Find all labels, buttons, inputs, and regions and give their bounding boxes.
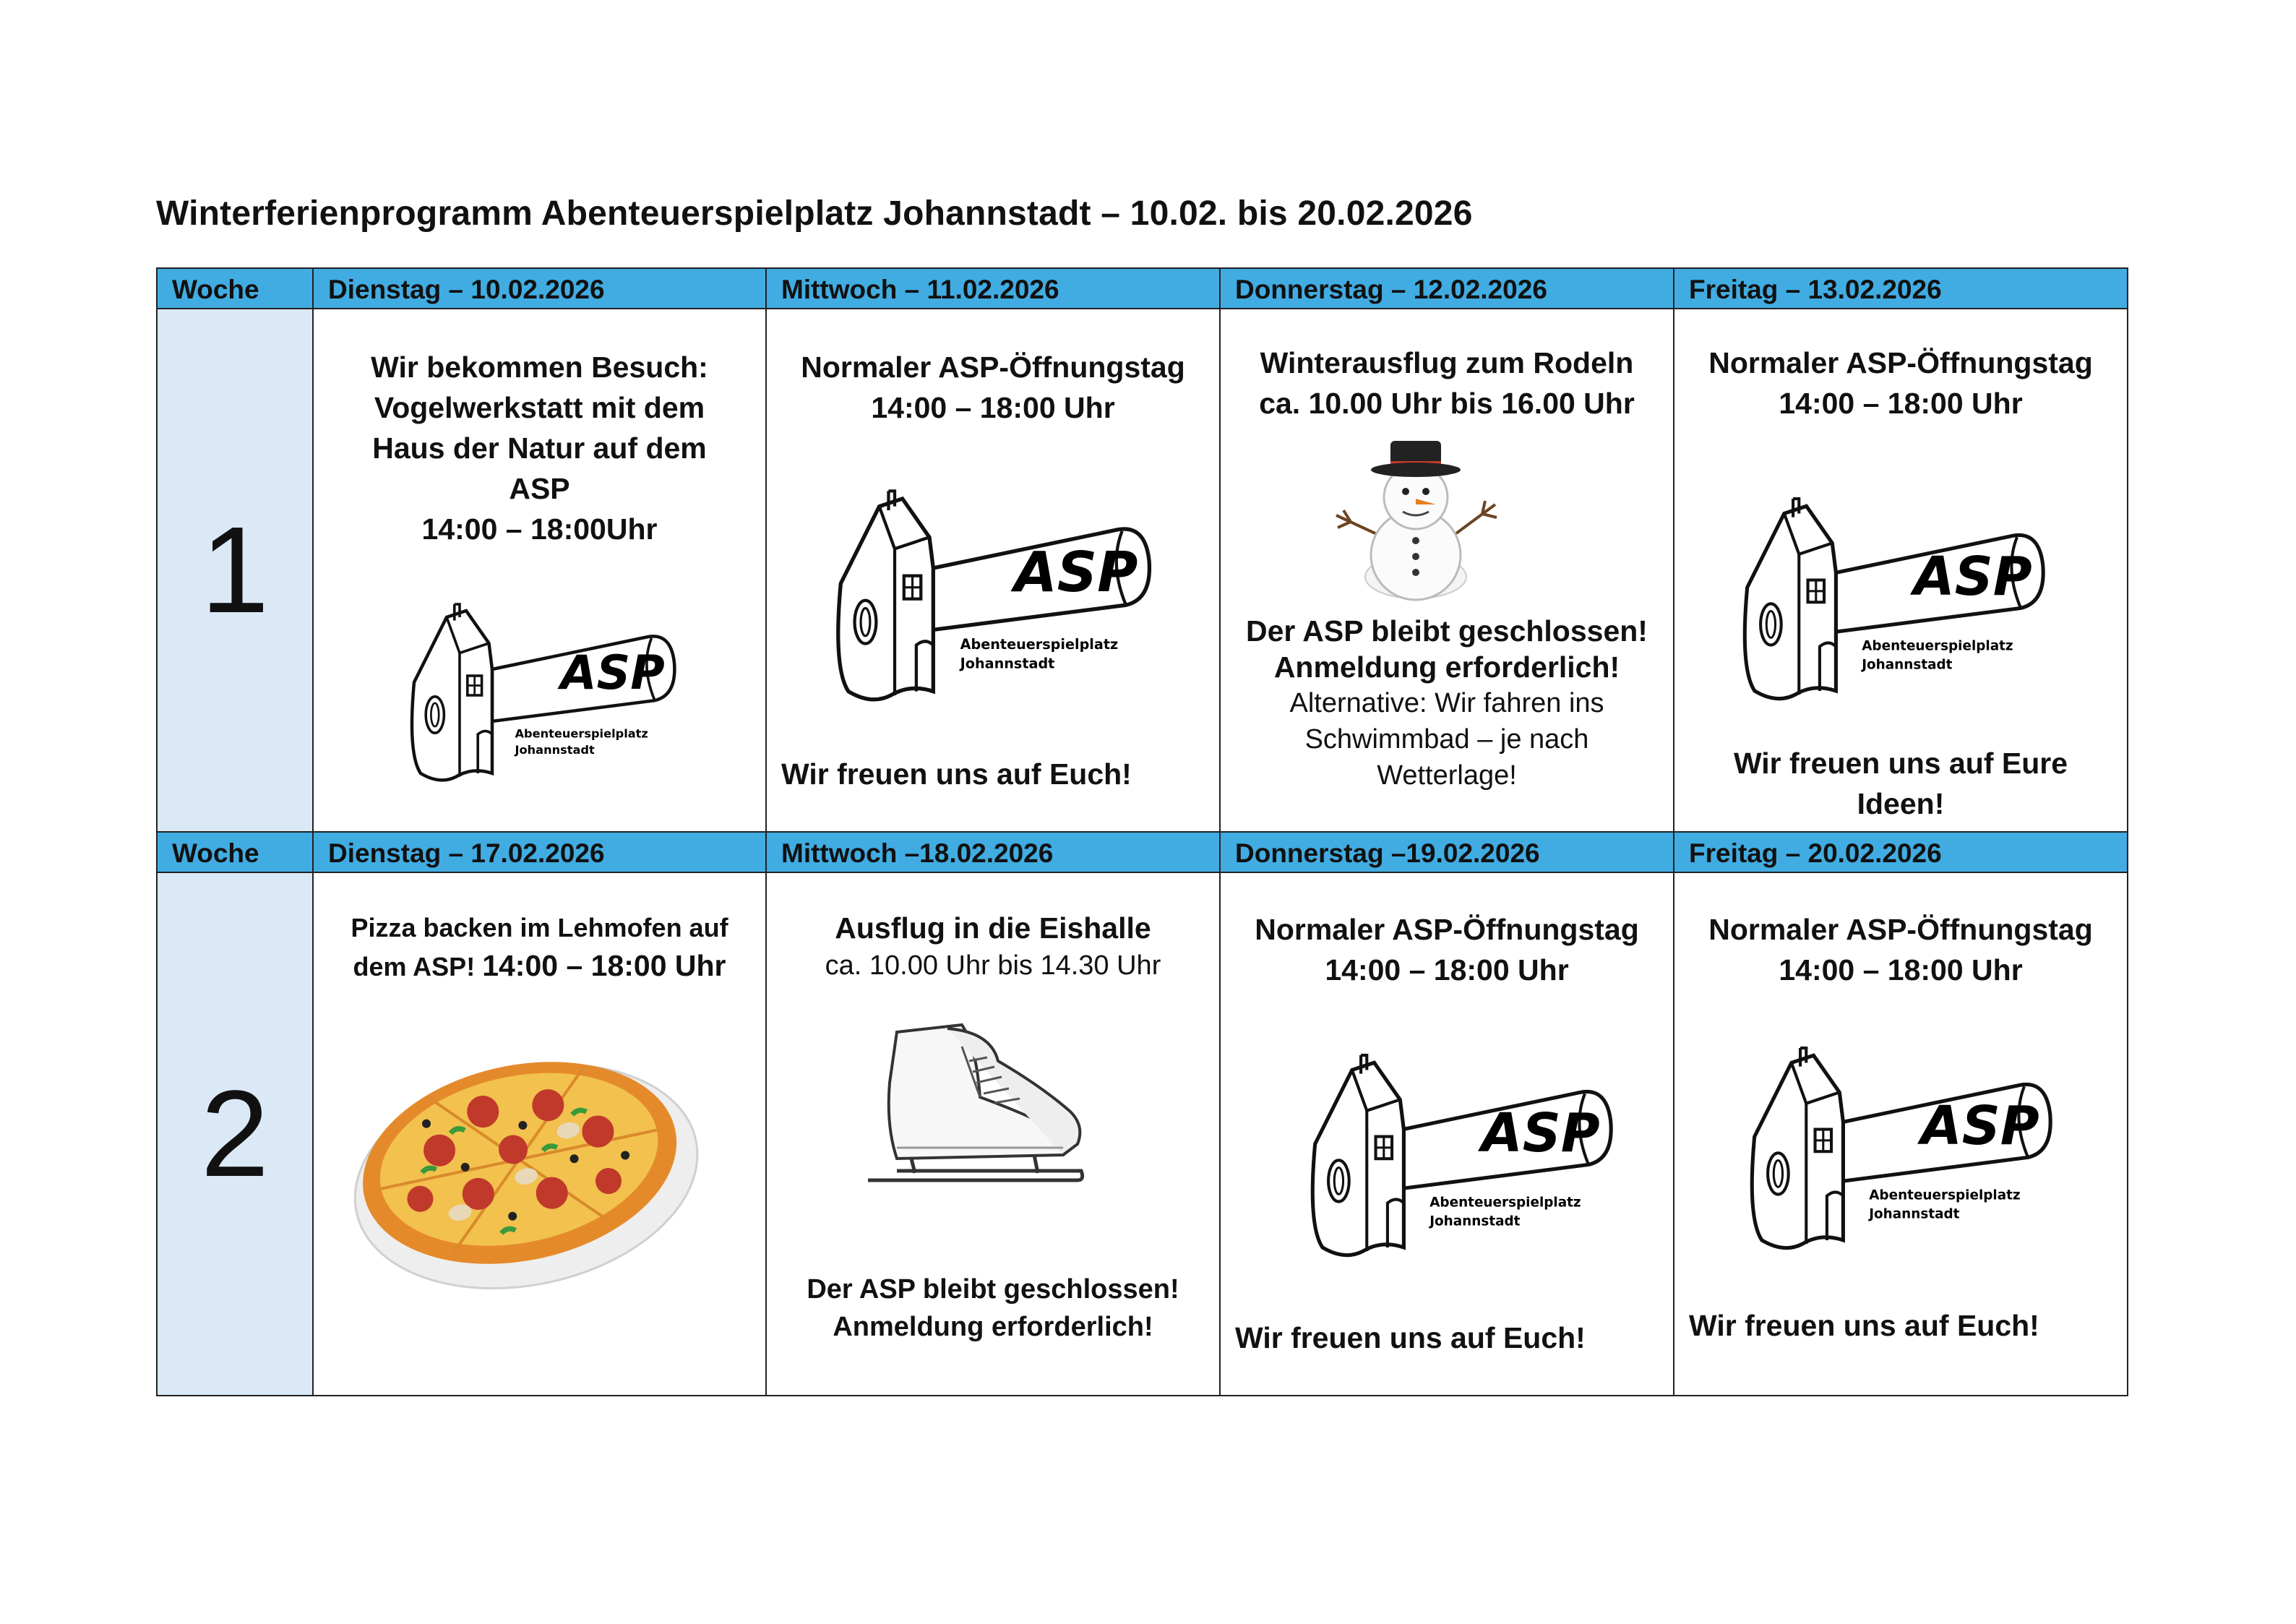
logo-name: ASP [1913,546,2032,608]
wednesday-header: Mittwoch –18.02.2026 [766,832,1220,872]
week1-body-row [157,309,2128,832]
friday-header: Freitag – 13.02.2026 [1674,268,2128,309]
week-number: 2 [157,872,313,1396]
footer-text: Wir freuen uns auf Euch! [1689,1309,2039,1342]
logo-line1: Abenteuerspielplatz [1429,1195,1581,1211]
asp-logo-image [1293,1039,1618,1263]
pizza-image [328,996,718,1328]
event-text: Ausflug in die Eishalle ca. 10.00 Uhr bis 14.30 Uhr [825,911,1161,981]
week2-tuesday-cell [313,872,766,1396]
event-text: Normaler ASP-Öffnungstag 14:00 – 18:00 Uhr [1708,346,2093,420]
asp-logo-image [817,476,1157,707]
logo-line1: Abenteuerspielplatz [1869,1187,2021,1203]
logo-line1: Abenteuerspielplatz [1862,638,2013,654]
week1-wednesday-cell [766,309,1220,832]
week-header: Woche [157,268,313,309]
schedule-table [156,267,2128,1396]
logo-name: ASP [560,646,665,700]
week-number: 1 [157,309,313,832]
event-text: Normaler ASP-Öffnungstag 14:00 – 18:00 Uhr [801,351,1185,424]
logo-line1: Abenteuerspielplatz [515,726,648,741]
week1-tuesday-cell [313,309,766,832]
event-text: Pizza backen im Lehmofen auf dem ASP! 14:00 – 18:00 Uhr [351,913,728,982]
closed-notice: Der ASP bleibt geschlossen! Anmeldung erforderlich! [1246,614,1648,684]
friday-header: Freitag – 20.02.2026 [1674,832,2128,872]
logo-line2: Johannstadt [960,655,1055,672]
logo-name: ASP [1920,1096,2039,1157]
tuesday-header: Dienstag – 10.02.2026 [313,268,766,309]
logo-line2: Johannstadt [1869,1206,1960,1222]
tuesday-header: Dienstag – 17.02.2026 [313,832,766,872]
asp-logo-image [1725,483,2050,707]
week1-thursday-cell [1220,309,1674,832]
logo-line2: Johannstadt [1862,657,1953,673]
event-text: Normaler ASP-Öffnungstag 14:00 – 18:00 Uhr [1255,913,1639,987]
week2-header-row [157,832,2128,872]
week2-body-row [157,872,2128,1396]
footer-text: Wir freuen uns auf Euch! [1235,1321,1586,1354]
ice-skate-image [854,1018,1092,1198]
page-title: Winterferienprogramm Abenteuerspielplatz Johannstadt – 10.02. bis 20.02.2026 [156,194,1473,233]
event-text: Winterausflug zum Rodeln ca. 10.00 Uhr bis 16.00 Uhr [1259,346,1635,420]
week1-friday-cell [1674,309,2128,832]
thursday-header: Donnerstag –19.02.2026 [1220,832,1674,872]
week2-thursday-cell [1220,872,1674,1396]
week2-wednesday-cell [766,872,1220,1396]
event-text: Normaler ASP-Öffnungstag 14:00 – 18:00 Uhr [1708,913,2093,987]
week2-friday-cell [1674,872,2128,1396]
thursday-header: Donnerstag – 12.02.2026 [1220,268,1674,309]
week1-header-row [157,268,2128,309]
logo-line1: Abenteuerspielplatz [960,636,1119,653]
week-header: Woche [157,832,313,872]
event-text: Wir bekommen Besuch: Vogelwerkstatt mit dem Haus der Natur auf dem ASP 14:00 – 18:00Uhr [371,351,708,546]
logo-name: ASP [1481,1103,1600,1164]
logo-line2: Johannstadt [515,743,595,757]
asp-logo-image [1732,1032,2058,1256]
footer-text: Wir freuen uns auf Euch! [781,757,1132,791]
footer-text: Wir freuen uns auf Eure Ideen! [1733,747,2068,820]
asp-logo-image [393,591,682,786]
snowman-image [1322,432,1510,606]
closed-notice: Der ASP bleibt geschlossen! Anmeldung erforderlich! [807,1274,1179,1342]
logo-name: ASP [1014,541,1138,605]
logo-line2: Johannstadt [1429,1213,1521,1229]
alternative-note: Alternative: Wir fahren ins Schwimmbad – je nach Wetterlage! [1289,688,1604,791]
wednesday-header: Mittwoch – 11.02.2026 [766,268,1220,309]
